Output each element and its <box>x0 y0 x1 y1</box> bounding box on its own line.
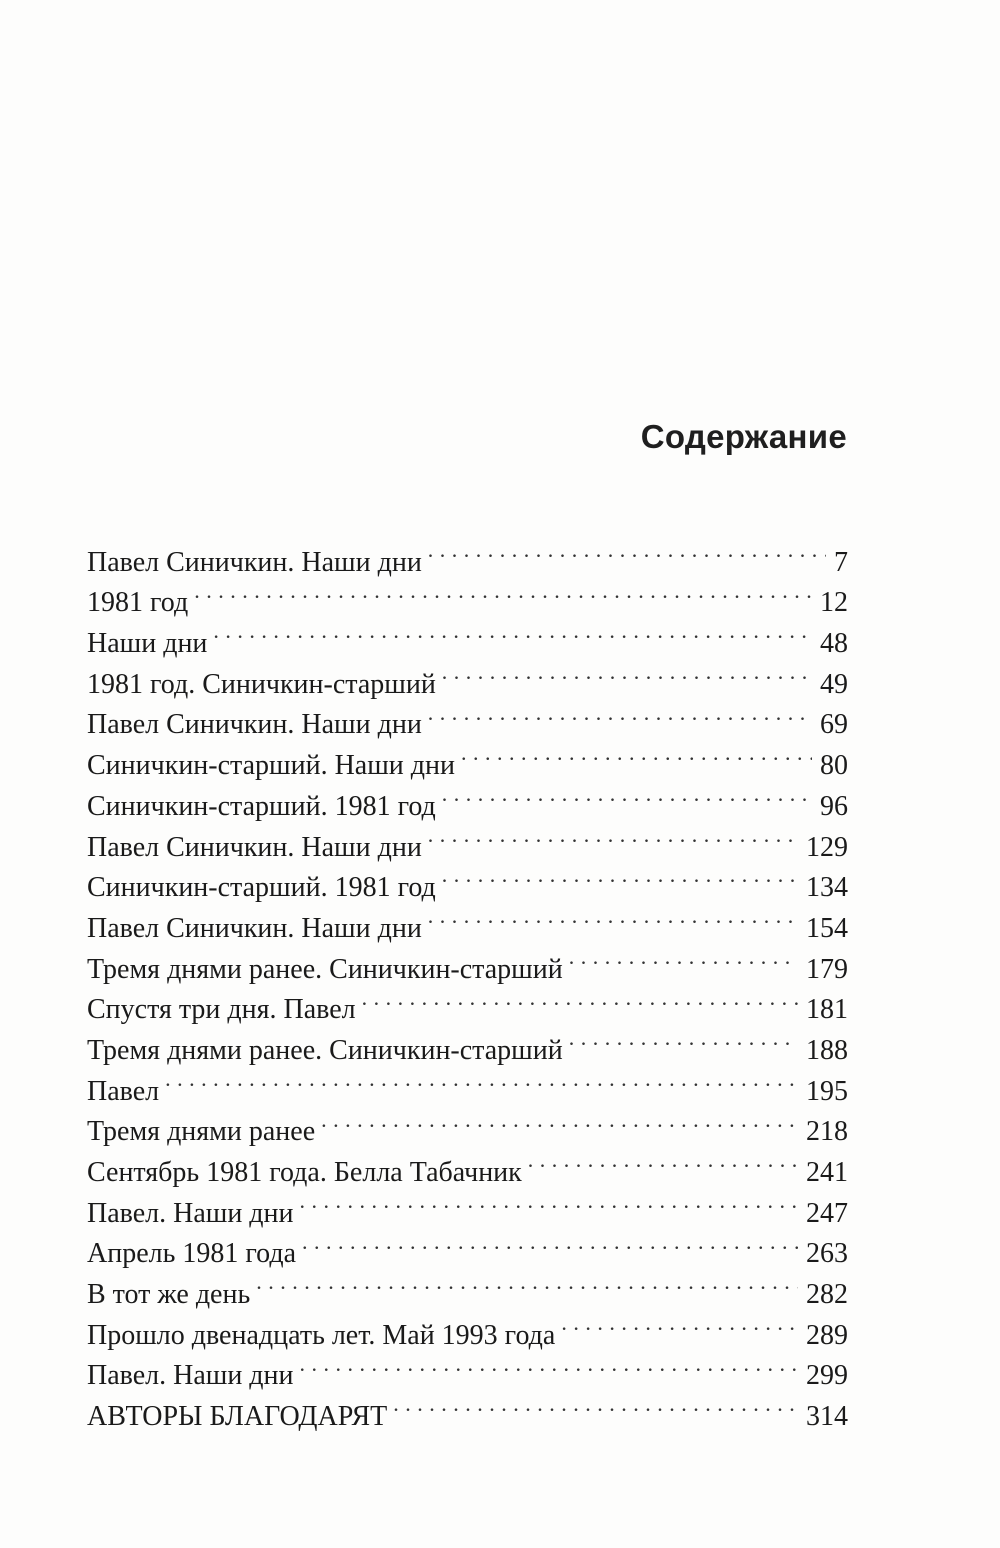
dot-leader <box>428 693 812 734</box>
toc-page-number: 80 <box>820 750 848 782</box>
toc-page-number: 188 <box>806 1034 848 1066</box>
toc-page-number: 129 <box>806 831 848 863</box>
toc-page-number: 181 <box>806 994 848 1026</box>
toc-entry-title: Наши дни <box>87 628 208 660</box>
toc-page-number: 263 <box>806 1238 848 1270</box>
dot-leader <box>528 1140 798 1181</box>
dot-leader <box>302 1222 798 1263</box>
toc-page-number: 218 <box>806 1116 848 1148</box>
toc-page-number: 179 <box>806 953 848 985</box>
toc-entry-title: Синичкин-старший. 1981 год <box>87 872 436 904</box>
dot-leader <box>442 652 812 693</box>
dot-leader <box>321 1100 798 1141</box>
toc-entry-title: Павел Синичкин. Наши дни <box>87 709 422 741</box>
toc-page-number: 7 <box>834 546 848 578</box>
toc-page-number: 49 <box>820 668 848 700</box>
table-of-contents <box>87 530 848 1433</box>
toc-entry-title: Павел Синичкин. Наши дни <box>87 912 422 944</box>
toc-page-number: 241 <box>806 1157 848 1188</box>
toc-entry-title: 1981 год. Синичкин-старший <box>87 668 436 700</box>
toc-page-number: 69 <box>820 709 848 741</box>
dot-leader <box>461 733 812 774</box>
toc-entry-title: Синичкин-старший. 1981 год <box>87 790 436 822</box>
dot-leader <box>165 1059 798 1100</box>
toc-page-number: 282 <box>806 1279 848 1311</box>
toc-entry <box>87 530 848 578</box>
toc-entry-title: Спустя три дня. Павел <box>87 994 356 1026</box>
toc-entry-title: Павел. Наши дни <box>87 1360 294 1392</box>
toc-entry <box>87 1100 848 1148</box>
toc-entry-title: Павел Синичкин. Наши дни <box>87 546 422 578</box>
toc-page-number: 154 <box>806 912 848 944</box>
toc-entry-title: Синичкин-старший. Наши дни <box>87 750 455 782</box>
dot-leader <box>561 1303 798 1344</box>
dot-leader <box>428 530 826 571</box>
toc-entry-title: Тремя днями ранее <box>87 1116 316 1148</box>
dot-leader <box>569 1018 798 1059</box>
toc-entry-title: 1981 год <box>87 587 189 619</box>
toc-page-number: 289 <box>806 1319 848 1351</box>
dot-leader <box>300 1181 798 1222</box>
dot-leader <box>569 937 798 978</box>
dot-leader <box>256 1262 798 1303</box>
toc-page-number: 134 <box>806 872 848 904</box>
toc-entry-title: Павел. Наши дни <box>87 1197 294 1229</box>
dot-leader <box>362 978 798 1019</box>
toc-entry <box>87 1059 848 1107</box>
dot-leader <box>393 1384 798 1425</box>
dot-leader <box>213 611 812 652</box>
toc-entry-title: Сентябрь 1981 года. Белла Табачник <box>87 1157 522 1188</box>
dot-leader <box>442 856 798 897</box>
toc-entry <box>87 571 848 619</box>
toc-page-number: 48 <box>820 628 848 660</box>
toc-entry-title: Павел Синичкин. Наши дни <box>87 831 422 863</box>
dot-leader <box>442 774 812 815</box>
toc-entry-title: АВТОРЫ БЛАГОДАРЯТ <box>87 1401 388 1433</box>
toc-page-number: 12 <box>820 587 848 619</box>
toc-entry-title: В тот же день <box>87 1279 251 1311</box>
toc-entry-title: Тремя днями ранее. Синичкин-старший <box>87 953 563 985</box>
toc-entry-title: Апрель 1981 года <box>87 1238 297 1270</box>
dot-leader <box>428 815 798 856</box>
toc-entry-title: Тремя днями ранее. Синичкин-старший <box>87 1034 563 1066</box>
toc-page-number: 96 <box>820 790 848 822</box>
toc-entry-title: Прошло двенадцать лет. Май 1993 года <box>87 1319 556 1351</box>
page-title: Содержание <box>640 418 847 455</box>
toc-entry <box>87 611 848 660</box>
toc-page-number: 195 <box>806 1075 848 1107</box>
toc-page-number: 247 <box>806 1197 848 1229</box>
toc-page-number: 314 <box>806 1401 848 1433</box>
dot-leader <box>300 1344 798 1385</box>
toc-page-number: 299 <box>806 1360 848 1392</box>
dot-leader <box>194 571 812 612</box>
toc-entry-title: Павел <box>87 1075 160 1107</box>
dot-leader <box>428 896 798 937</box>
